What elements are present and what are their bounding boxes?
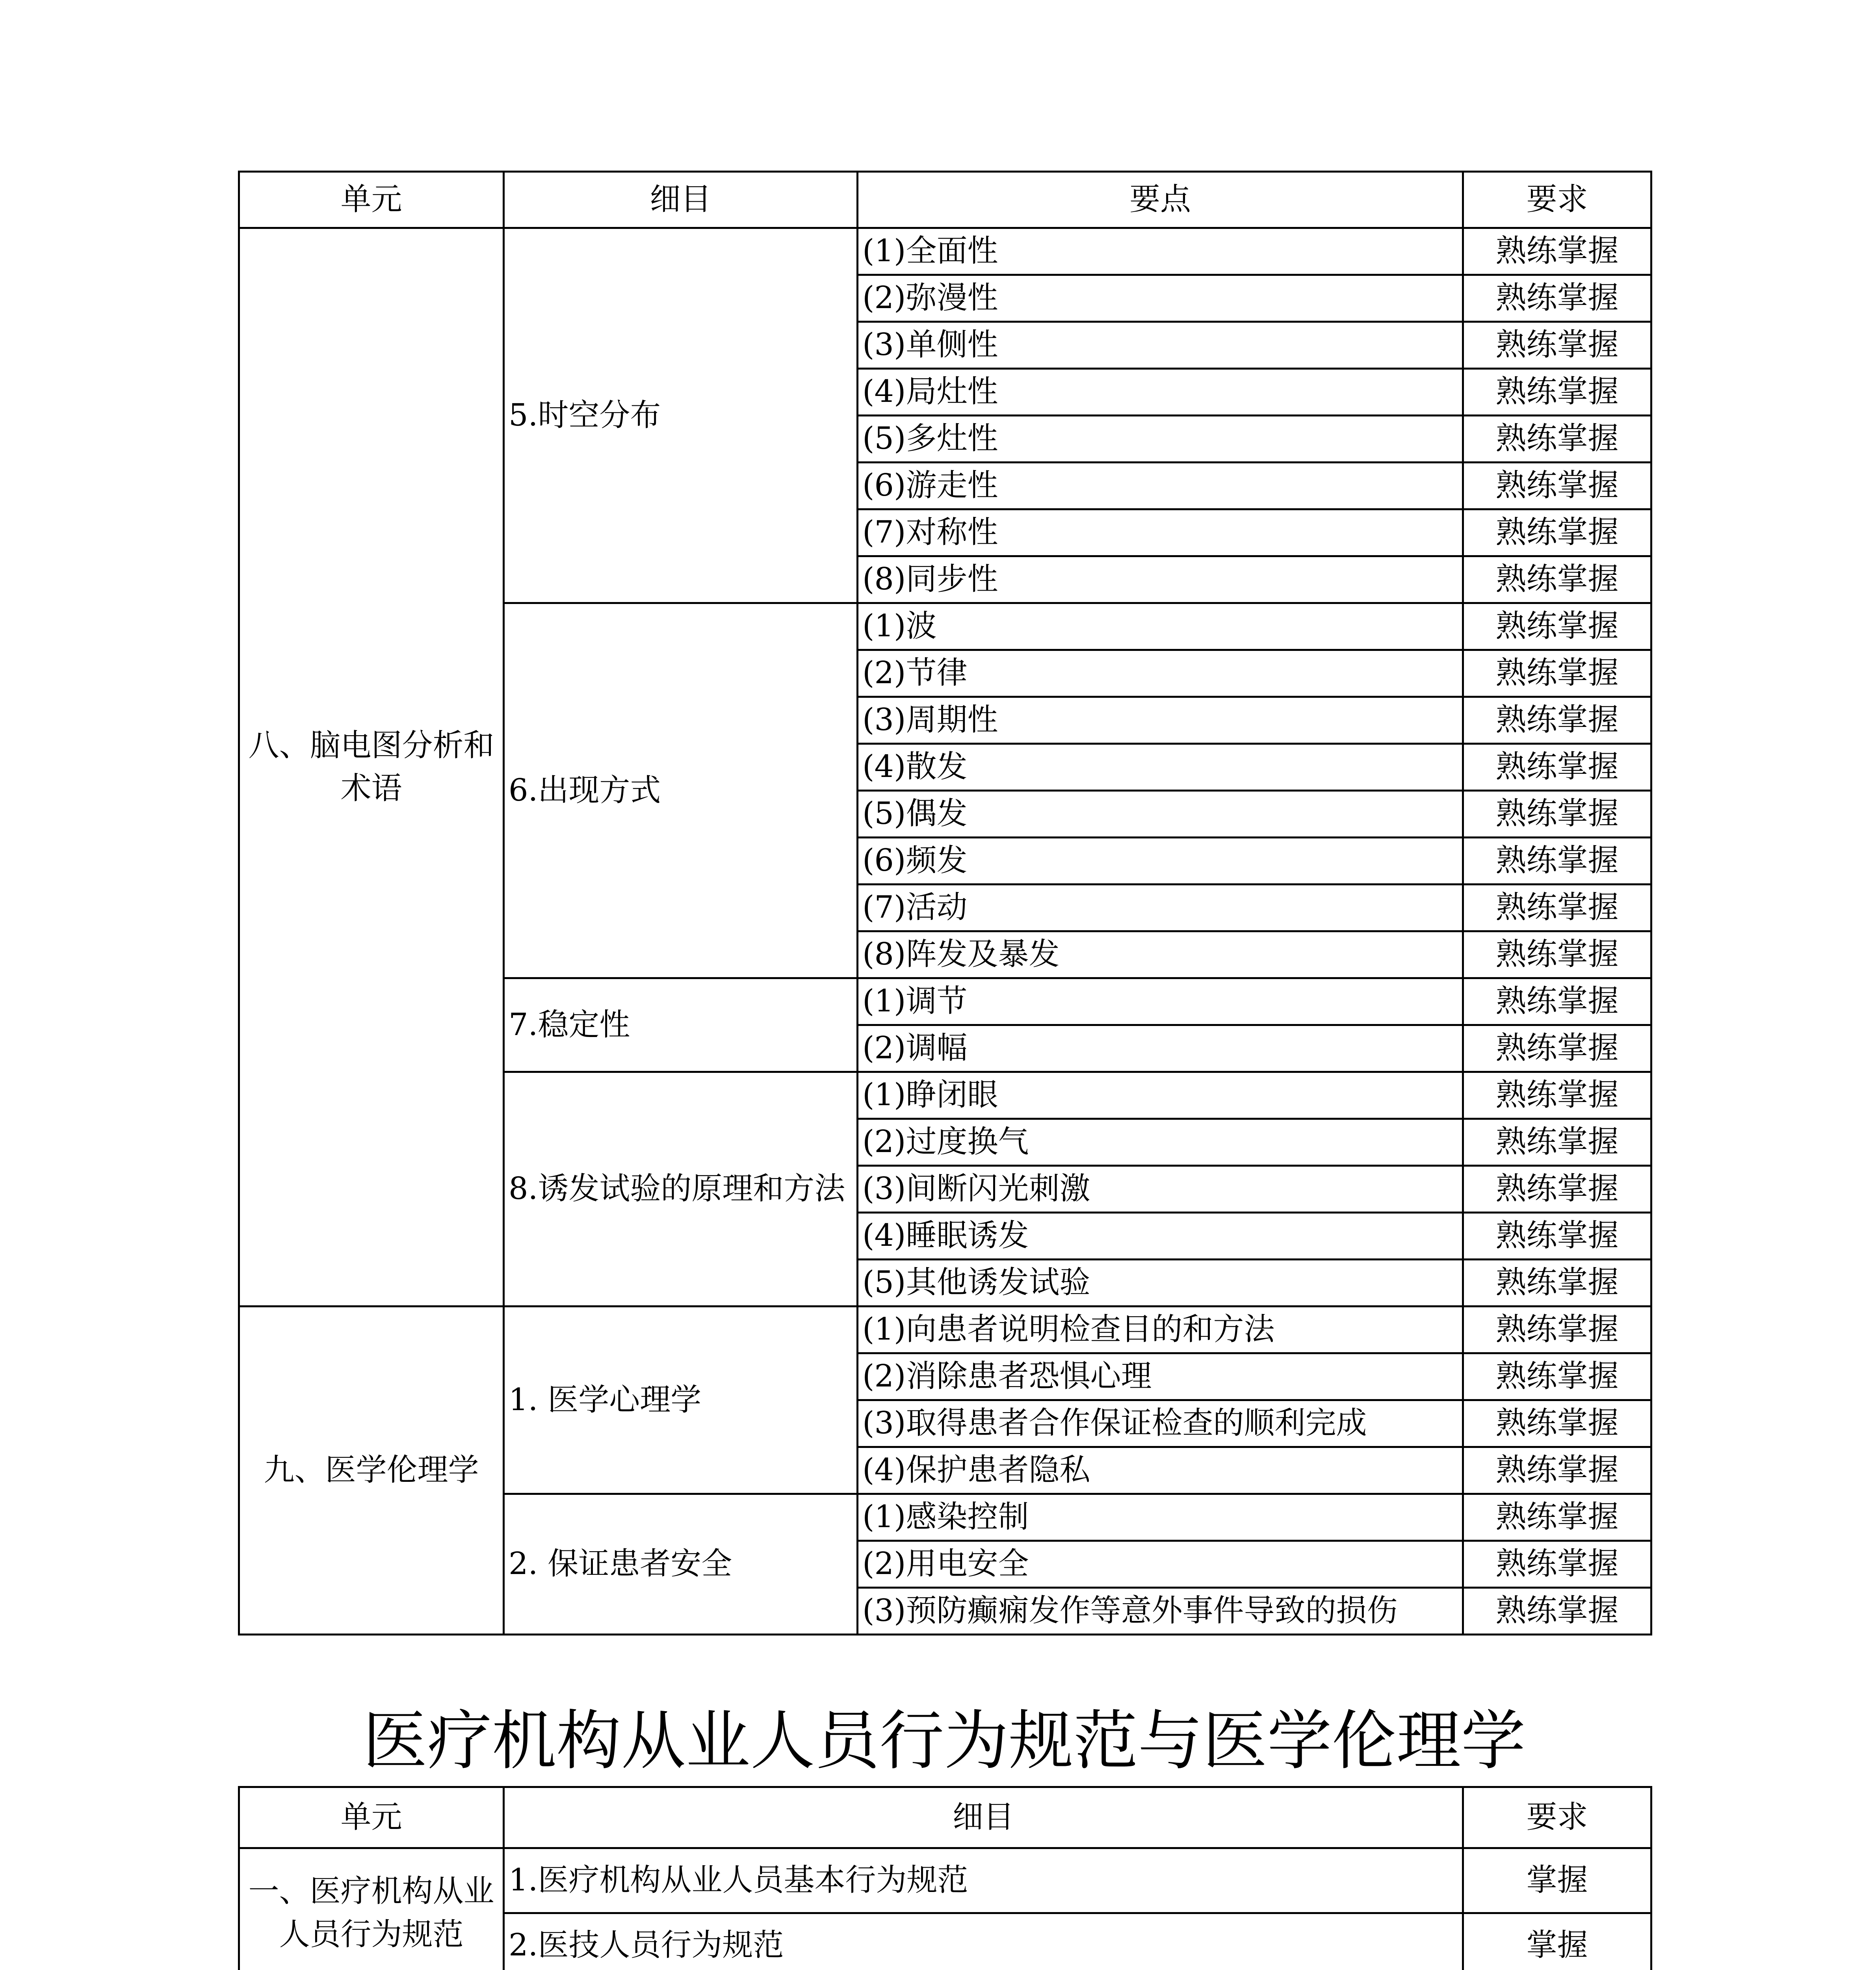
point-cell: (1)波 xyxy=(858,603,1463,650)
point-cell: (1)向患者说明检查目的和方法 xyxy=(858,1307,1463,1353)
requirement-cell: 熟练掌握 xyxy=(1463,1119,1651,1166)
section-title: 医疗机构从业人员行为规范与医学伦理学 xyxy=(362,1703,1526,1779)
point-cell: (1)睁闭眼 xyxy=(858,1072,1463,1119)
unit-cell: 九、医学伦理学 xyxy=(239,1307,504,1635)
requirement-cell: 掌握 xyxy=(1463,1913,1651,1970)
item-cell: 5.时空分布 xyxy=(504,228,858,603)
point-cell: (3)取得患者合作保证检查的顺利完成 xyxy=(858,1400,1463,1447)
requirement-cell: 熟练掌握 xyxy=(1463,509,1651,556)
requirement-cell: 熟练掌握 xyxy=(1463,1447,1651,1494)
outline-table-1 xyxy=(238,171,1652,1635)
requirement-cell: 熟练掌握 xyxy=(1463,1400,1651,1447)
header-unit: 单元 xyxy=(239,1787,504,1848)
point-cell: (2)调幅 xyxy=(858,1025,1463,1072)
header-requirement: 要求 xyxy=(1463,1787,1651,1848)
point-cell: (1)调节 xyxy=(858,978,1463,1025)
point-cell: (1)全面性 xyxy=(858,228,1463,275)
point-cell: (5)偶发 xyxy=(858,791,1463,838)
requirement-cell: 熟练掌握 xyxy=(1463,697,1651,744)
header-item: 细目 xyxy=(504,172,858,228)
requirement-cell: 熟练掌握 xyxy=(1463,463,1651,509)
requirement-cell: 熟练掌握 xyxy=(1463,1072,1651,1119)
requirement-cell: 熟练掌握 xyxy=(1463,1166,1651,1213)
point-cell: (4)睡眠诱发 xyxy=(858,1213,1463,1260)
point-cell: (4)局灶性 xyxy=(858,369,1463,416)
point-cell: (5)其他诱发试验 xyxy=(858,1260,1463,1307)
requirement-cell: 熟练掌握 xyxy=(1463,791,1651,838)
point-cell: (6)游走性 xyxy=(858,463,1463,509)
point-cell: (4)散发 xyxy=(858,744,1463,791)
point-cell: (8)阵发及暴发 xyxy=(858,931,1463,978)
requirement-cell: 熟练掌握 xyxy=(1463,322,1651,369)
requirement-cell: 熟练掌握 xyxy=(1463,275,1651,322)
requirement-cell: 熟练掌握 xyxy=(1463,931,1651,978)
item-cell: 2.医技人员行为规范 xyxy=(504,1913,1463,1970)
point-cell: (6)频发 xyxy=(858,838,1463,885)
requirement-cell: 熟练掌握 xyxy=(1463,885,1651,931)
outline-table-2 xyxy=(238,1786,1652,1970)
requirement-cell: 熟练掌握 xyxy=(1463,556,1651,603)
table-header-row xyxy=(239,1787,1651,1848)
requirement-cell: 熟练掌握 xyxy=(1463,838,1651,885)
point-cell: (2)消除患者恐惧心理 xyxy=(858,1353,1463,1400)
requirement-cell: 熟练掌握 xyxy=(1463,1353,1651,1400)
unit-cell: 一、医疗机构从业人员行为规范 xyxy=(239,1848,504,1970)
requirement-cell: 熟练掌握 xyxy=(1463,1260,1651,1307)
point-cell: (7)对称性 xyxy=(858,509,1463,556)
point-cell: (2)过度换气 xyxy=(858,1119,1463,1166)
requirement-cell: 熟练掌握 xyxy=(1463,744,1651,791)
item-cell: 7.稳定性 xyxy=(504,978,858,1072)
requirement-cell: 熟练掌握 xyxy=(1463,1494,1651,1541)
point-cell: (2)节律 xyxy=(858,650,1463,697)
point-cell: (3)间断闪光刺激 xyxy=(858,1166,1463,1213)
requirement-cell: 熟练掌握 xyxy=(1463,1307,1651,1353)
point-cell: (1)感染控制 xyxy=(858,1494,1463,1541)
requirement-cell: 熟练掌握 xyxy=(1463,1588,1651,1635)
header-point: 要点 xyxy=(858,172,1463,228)
point-cell: (3)周期性 xyxy=(858,697,1463,744)
header-unit: 单元 xyxy=(239,172,504,228)
table-row xyxy=(239,1848,1651,1913)
item-cell: 8.诱发试验的原理和方法 xyxy=(504,1072,858,1307)
item-cell: 2. 保证患者安全 xyxy=(504,1494,858,1635)
item-cell: 1.医疗机构从业人员基本行为规范 xyxy=(504,1848,1463,1913)
requirement-cell: 熟练掌握 xyxy=(1463,1541,1651,1588)
header-requirement: 要求 xyxy=(1463,172,1651,228)
point-cell: (2)弥漫性 xyxy=(858,275,1463,322)
unit-cell: 八、脑电图分析和术语 xyxy=(239,228,504,1307)
point-cell: (5)多灶性 xyxy=(858,416,1463,463)
header-item: 细目 xyxy=(504,1787,1463,1848)
table-header-row xyxy=(239,172,1651,228)
requirement-cell: 熟练掌握 xyxy=(1463,603,1651,650)
requirement-cell: 熟练掌握 xyxy=(1463,650,1651,697)
point-cell: (3)单侧性 xyxy=(858,322,1463,369)
requirement-cell: 熟练掌握 xyxy=(1463,1025,1651,1072)
point-cell: (2)用电安全 xyxy=(858,1541,1463,1588)
requirement-cell: 熟练掌握 xyxy=(1463,978,1651,1025)
table-row xyxy=(239,228,1651,275)
point-cell: (4)保护患者隐私 xyxy=(858,1447,1463,1494)
requirement-cell: 熟练掌握 xyxy=(1463,1213,1651,1260)
requirement-cell: 熟练掌握 xyxy=(1463,369,1651,416)
requirement-cell: 掌握 xyxy=(1463,1848,1651,1913)
requirement-cell: 熟练掌握 xyxy=(1463,228,1651,275)
item-cell: 6.出现方式 xyxy=(504,603,858,978)
point-cell: (8)同步性 xyxy=(858,556,1463,603)
point-cell: (3)预防癫痫发作等意外事件导致的损伤 xyxy=(858,1588,1463,1635)
requirement-cell: 熟练掌握 xyxy=(1463,416,1651,463)
table-row xyxy=(239,1307,1651,1353)
point-cell: (7)活动 xyxy=(858,885,1463,931)
item-cell: 1. 医学心理学 xyxy=(504,1307,858,1494)
